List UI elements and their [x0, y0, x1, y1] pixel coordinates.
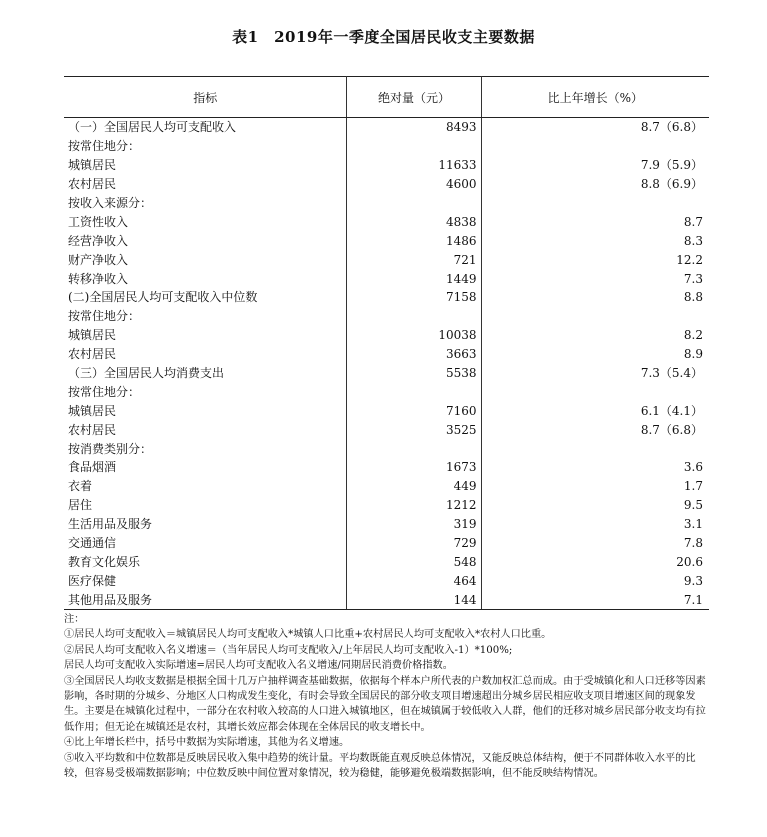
- row-growth: 8.7: [683, 214, 703, 229]
- row-growth: 9.3: [683, 573, 703, 588]
- row-growth: 8.7（6.8）: [640, 422, 703, 437]
- row-label: (二)全国居民人均可支配收入中位数: [64, 288, 347, 307]
- table-row: [64, 420, 709, 439]
- table-title: 表1 2019年一季度全国居民收支主要数据: [232, 28, 535, 46]
- row-growth: 7.3: [683, 271, 703, 286]
- footnotes: [64, 612, 714, 781]
- row-growth: [481, 439, 709, 458]
- row-growth: 7.3（5.4）: [640, 366, 703, 381]
- row-value: 8493: [347, 118, 481, 137]
- row-value: 7158: [347, 288, 481, 307]
- table-row: [64, 515, 709, 534]
- row-label: 农村居民: [64, 420, 347, 439]
- row-label: 农村居民: [64, 345, 347, 364]
- table-row: [64, 175, 709, 194]
- row-value: 4600: [347, 175, 481, 194]
- row-growth: 12.2: [676, 252, 703, 267]
- note-line: ②居民人均可支配收入名义增速＝（当年居民人均可支配收入/上年居民人均可支配收入-1）*100%;: [64, 644, 513, 656]
- row-growth: 8.8（6.9）: [640, 177, 703, 192]
- row-label: （三）全国居民人均消费支出: [64, 364, 347, 383]
- row-value: 721: [347, 250, 481, 269]
- table-row: [64, 212, 709, 231]
- note-line: ④比上年增长栏中，括号中数据为实际增速，其他为名义增速。: [64, 737, 350, 749]
- row-value: 11633: [347, 156, 481, 175]
- row-label: 城镇居民: [64, 401, 347, 420]
- table-row: [64, 288, 709, 307]
- note-line: 居民人均可支配收入实际增速=居民人均可支配收入名义增速/同期居民消费价格指数。: [64, 660, 453, 672]
- row-label: 衣着: [64, 477, 347, 496]
- table-row: [64, 382, 709, 401]
- row-growth: 8.9: [683, 347, 703, 362]
- header-growth: 比上年增长（%）: [481, 77, 709, 118]
- table-row: [64, 307, 709, 326]
- table-row: [64, 250, 709, 269]
- row-value: 144: [347, 590, 481, 609]
- row-growth: 7.8: [683, 536, 703, 551]
- row-label: 工资性收入: [64, 212, 347, 231]
- row-label: 按常住地分：: [64, 137, 347, 156]
- row-label: 食品烟酒: [64, 458, 347, 477]
- row-label: 按常住地分：: [64, 382, 347, 401]
- table-row: [64, 552, 709, 571]
- header-absolute: 绝对量（元）: [347, 77, 481, 118]
- row-growth: [481, 137, 709, 156]
- row-growth: 3.1: [683, 517, 703, 532]
- row-value: 449: [347, 477, 481, 496]
- row-value: 1673: [347, 458, 481, 477]
- row-value: 3525: [347, 420, 481, 439]
- data-table: [64, 76, 709, 610]
- row-value: 464: [347, 571, 481, 590]
- row-value: 1212: [347, 496, 481, 515]
- table-row: [64, 156, 709, 175]
- row-value: 548: [347, 552, 481, 571]
- row-growth: [481, 382, 709, 401]
- row-label: 农村居民: [64, 175, 347, 194]
- row-growth: 1.7: [683, 479, 703, 494]
- table-row: [64, 534, 709, 553]
- row-label: 其他用品及服务: [64, 590, 347, 609]
- row-growth: 6.1（4.1）: [640, 403, 703, 418]
- row-label: 按常住地分：: [64, 307, 347, 326]
- row-value: [347, 382, 481, 401]
- table-row: [64, 439, 709, 458]
- note-line: ①居民人均可支配收入＝城镇居民人均可支配收入*城镇人口比重+农村居民人均可支配收入*农村人口比重。: [64, 629, 552, 641]
- row-value: 7160: [347, 401, 481, 420]
- row-value: 3663: [347, 345, 481, 364]
- row-label: 教育文化娱乐: [64, 552, 347, 571]
- row-growth: [481, 307, 709, 326]
- row-growth: 8.3: [683, 233, 703, 248]
- table-row: [64, 477, 709, 496]
- row-value: [347, 439, 481, 458]
- table-row: [64, 571, 709, 590]
- table-row: [64, 269, 709, 288]
- row-value: 1449: [347, 269, 481, 288]
- table-row: [64, 590, 709, 609]
- row-label: 城镇居民: [64, 326, 347, 345]
- table-row: [64, 401, 709, 420]
- row-value: 1486: [347, 231, 481, 250]
- row-label: 城镇居民: [64, 156, 347, 175]
- row-label: 按消费类别分：: [64, 439, 347, 458]
- note-line: ③全国居民人均收支数据是根据全国十几万户抽样调查基础数据，依据每个样本户所代表的户数加权汇总而成。由于受城镇化和人口迁移等因素影响，各时期的分城乡、分地区人口构成发生变化，有时会导致全国居民的部分收支项目增速超出分城乡居民相应收支项目增速区间的现象发生。主要是在城镇化过程中，一部分在农村收入较高的人口进入城镇地区，但在城镇属于较低收入人群，他们的迁移对城乡居民部分收支均有拉低作用；但无论在城镇还是农村，其增长效应都会体现在全体居民的收支增长中。: [64, 675, 706, 733]
- row-label: 生活用品及服务: [64, 515, 347, 534]
- row-growth: 7.9（5.9）: [640, 158, 703, 173]
- row-label: 医疗保健: [64, 571, 347, 590]
- row-value: [347, 137, 481, 156]
- note-line: 注：: [64, 614, 85, 625]
- header-indicator: 指标: [64, 77, 347, 118]
- row-value: 729: [347, 534, 481, 553]
- row-growth: 7.1: [481, 590, 709, 609]
- row-growth: 8.7（6.8）: [640, 120, 703, 135]
- table-header-row: [64, 77, 709, 118]
- row-value: 10038: [347, 326, 481, 345]
- row-growth: 9.5: [683, 498, 703, 513]
- row-label: 居住: [64, 496, 347, 515]
- table-row: [64, 194, 709, 213]
- table-row: [64, 345, 709, 364]
- row-growth: 8.8: [683, 290, 703, 305]
- table-row: [64, 496, 709, 515]
- row-growth: 3.6: [683, 460, 703, 475]
- table-row: [64, 137, 709, 156]
- row-value: [347, 194, 481, 213]
- row-label: 按收入来源分：: [64, 194, 347, 213]
- table-row: [64, 458, 709, 477]
- table-body: [64, 118, 709, 610]
- note-line: ⑤收入平均数和中位数都是反映居民收入集中趋势的统计量。平均数既能直观反映总体情况，又能反映总体结构，便于不同群体收入水平的比较，但容易受极端数据影响；中位数反映中间位置对象情况，较为稳健，能够避免极端数据影响，但不能反映结构情况。: [64, 752, 696, 780]
- row-label: （一）全国居民人均可支配收入: [64, 118, 347, 137]
- table-row: [64, 326, 709, 345]
- row-value: 5538: [347, 364, 481, 383]
- row-value: 319: [347, 515, 481, 534]
- row-value: 4838: [347, 212, 481, 231]
- row-growth: 8.2: [683, 328, 703, 343]
- row-label: 转移净收入: [64, 269, 347, 288]
- table-row: [64, 118, 709, 137]
- row-value: [347, 307, 481, 326]
- row-label: 交通通信: [64, 534, 347, 553]
- row-label: 经营净收入: [64, 231, 347, 250]
- table-row: [64, 231, 709, 250]
- table-row: [64, 364, 709, 383]
- row-growth: 20.6: [676, 554, 703, 569]
- row-growth: [481, 194, 709, 213]
- row-label: 财产净收入: [64, 250, 347, 269]
